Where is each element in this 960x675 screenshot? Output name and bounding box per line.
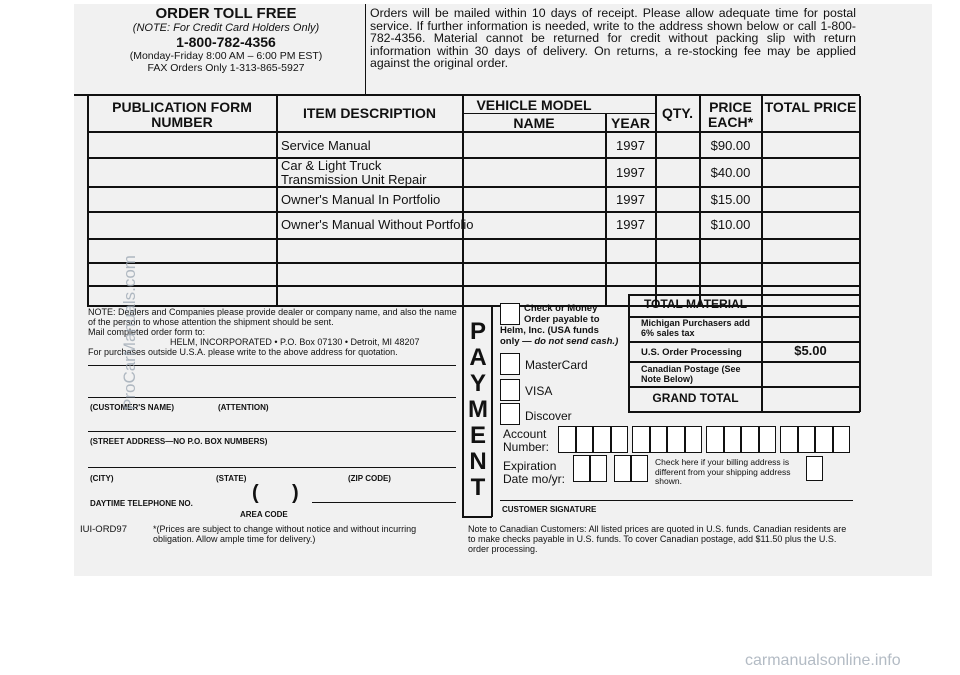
toll-free-block <box>90 6 362 74</box>
grand-total-label: GRAND TOTAL <box>652 391 739 405</box>
col-header-total: TOTAL PRICE <box>764 99 857 115</box>
row-3-price: $15.00 <box>710 192 751 207</box>
exp-year-digit-2[interactable] <box>631 455 648 482</box>
toll-free-title: ORDER TOLL FREE <box>155 5 297 22</box>
city-state-zip-field[interactable] <box>88 467 456 468</box>
payment-letter-t: T <box>470 474 486 501</box>
area-code-label: AREA CODE <box>240 510 288 519</box>
payment-letter-p: P <box>469 318 486 345</box>
form-code: IUI-ORD97 <box>80 524 127 535</box>
mail-to-label: Mail completed order form to: <box>88 327 206 337</box>
payment-letter-n: N <box>469 448 487 475</box>
col-header-price: PRICE EACH* <box>707 99 754 130</box>
account-digit-box[interactable] <box>650 426 668 453</box>
account-digit-box[interactable] <box>833 426 851 453</box>
row-4-description: Owner's Manual Without Portfolio <box>281 217 474 232</box>
credit-card-note: (NOTE: For Credit Card Holders Only) <box>132 22 320 34</box>
mailing-address: HELM, INCORPORATED • P.O. Box 07130 • Detroit, MI 48207 <box>170 337 420 347</box>
order-processing-label: U.S. Order Processing <box>641 347 742 358</box>
row-3-description: Owner's Manual In Portfolio <box>281 192 441 207</box>
signature-line[interactable] <box>500 500 853 501</box>
account-digit-box[interactable] <box>667 426 685 453</box>
exp-month-digit-2[interactable] <box>590 455 607 482</box>
expiration-date-label: Expiration Date mo/yr: <box>503 459 566 486</box>
prices-note: *(Prices are subject to change without notice and without incurring obligation. Allow ample time for delivery.) <box>153 524 417 544</box>
canadian-customers-note: Note to Canadian Customers: All listed prices are quoted in U.S. funds. Canadian residents are to make checks payable in U.S. funds. To cover Canadian postage, add $11.50 plus the U.S. order processing. <box>468 524 847 554</box>
street-address-field[interactable] <box>88 431 456 432</box>
phone-label: DAYTIME TELEPHONE NO. <box>90 499 193 508</box>
payment-letter-a: A <box>469 344 487 371</box>
customer-name-label: (CUSTOMER'S NAME) <box>90 403 174 412</box>
phone-number-field[interactable] <box>312 502 456 503</box>
bottom-watermark: carmanualsonline.info <box>745 652 901 669</box>
payment-letter-e: E <box>469 422 486 449</box>
business-hours: (Monday-Friday 8:00 AM – 6:00 PM EST) <box>129 50 323 62</box>
row-2-year: 1997 <box>616 165 645 180</box>
billing-different-checkbox[interactable] <box>806 456 823 481</box>
col-header-vehicle-model: VEHICLE MODEL <box>476 97 592 113</box>
street-address-label: (STREET ADDRESS—NO P.O. BOX NUMBERS) <box>90 437 268 446</box>
check-money-order-checkbox[interactable] <box>500 303 520 325</box>
customer-signature-label: CUSTOMER SIGNATURE <box>502 505 597 514</box>
account-digit-box[interactable] <box>576 426 594 453</box>
payment-letter-y: Y <box>469 370 486 397</box>
row-4-year: 1997 <box>616 217 645 232</box>
mastercard-label: MasterCard <box>525 358 588 372</box>
discover-label: Discover <box>525 409 572 423</box>
account-digit-box[interactable] <box>632 426 650 453</box>
canadian-postage-label: Canadian Postage (See Note Below) <box>641 364 741 384</box>
toll-free-phone: 1-800-782-4356 <box>176 34 276 50</box>
exp-month-digit-1[interactable] <box>573 455 590 482</box>
row-1-year: 1997 <box>616 138 645 153</box>
account-digit-box[interactable] <box>724 426 742 453</box>
account-number-label: Account Number: <box>503 427 550 454</box>
customer-name-field[interactable] <box>88 397 456 398</box>
col-header-publication: PUBLICATION FORM NUMBER <box>112 99 252 130</box>
account-digit-box[interactable] <box>558 426 576 453</box>
area-code-parentheses: ( ) <box>252 482 299 504</box>
row-1-description: Service Manual <box>281 138 371 153</box>
check-money-order-details: Helm, Inc. (USA funds only — do not send cash.) <box>500 325 619 347</box>
account-digit-box[interactable] <box>706 426 724 453</box>
billing-address-note: Check here if your billing address is different from your shipping address shown. <box>655 457 791 486</box>
dealer-note: NOTE: Dealers and Companies please provide dealer or company name, and also the name of the person to whose attention the shipment should be sent. <box>88 307 457 327</box>
col-header-qty: QTY. <box>661 105 694 121</box>
payment-letter-m: M <box>468 396 488 423</box>
city-label: (CITY) <box>90 474 114 483</box>
account-digit-box[interactable] <box>611 426 629 453</box>
discover-checkbox[interactable] <box>500 403 520 425</box>
michigan-tax-label: Michigan Purchasers add 6% sales tax <box>641 318 751 338</box>
order-processing-value: $5.00 <box>794 343 827 358</box>
zip-label: (ZIP CODE) <box>348 474 391 483</box>
account-digit-box[interactable] <box>741 426 759 453</box>
account-digit-box[interactable] <box>798 426 816 453</box>
row-1-price: $90.00 <box>710 138 751 153</box>
col-header-name: NAME <box>513 115 555 131</box>
row-3-year: 1997 <box>616 192 645 207</box>
col-header-description: ITEM DESCRIPTION <box>302 105 436 121</box>
mastercard-checkbox[interactable] <box>500 353 520 375</box>
check-money-order-label: Check or Money Order payable to <box>524 303 600 325</box>
exp-year-digit-1[interactable] <box>614 455 631 482</box>
state-label: (STATE) <box>216 474 247 483</box>
account-digit-box[interactable] <box>759 426 777 453</box>
total-material-label: TOTAL MATERIAL <box>643 297 748 311</box>
row-2-description: Car & Light Truck Transmission Unit Repair <box>281 158 427 187</box>
visa-checkbox[interactable] <box>500 379 520 401</box>
mail-notice: Orders will be mailed within 10 days of receipt. Please allow adequate time for postal service. If further information is needed, write to the address shown below or call 1-800-782-4356. Material cannot be returned for credit without packing slip with return information within 30 days of delivery. On returns, a re-stocking fee may be applied against the original order. <box>370 6 856 70</box>
account-digit-box[interactable] <box>815 426 833 453</box>
fax-number: FAX Orders Only 1-313-865-5927 <box>147 62 305 74</box>
account-digit-box[interactable] <box>780 426 798 453</box>
col-header-year: YEAR <box>611 115 650 131</box>
visa-label: VISA <box>525 384 553 398</box>
order-form <box>74 4 932 576</box>
account-digit-box[interactable] <box>685 426 703 453</box>
outside-usa-note: For purchases outside U.S.A. please write to the above address for quotation. <box>88 347 398 357</box>
row-2-price: $40.00 <box>710 165 751 180</box>
account-digit-box[interactable] <box>593 426 611 453</box>
attention-label: (ATTENTION) <box>218 403 269 412</box>
row-4-price: $10.00 <box>710 217 751 232</box>
